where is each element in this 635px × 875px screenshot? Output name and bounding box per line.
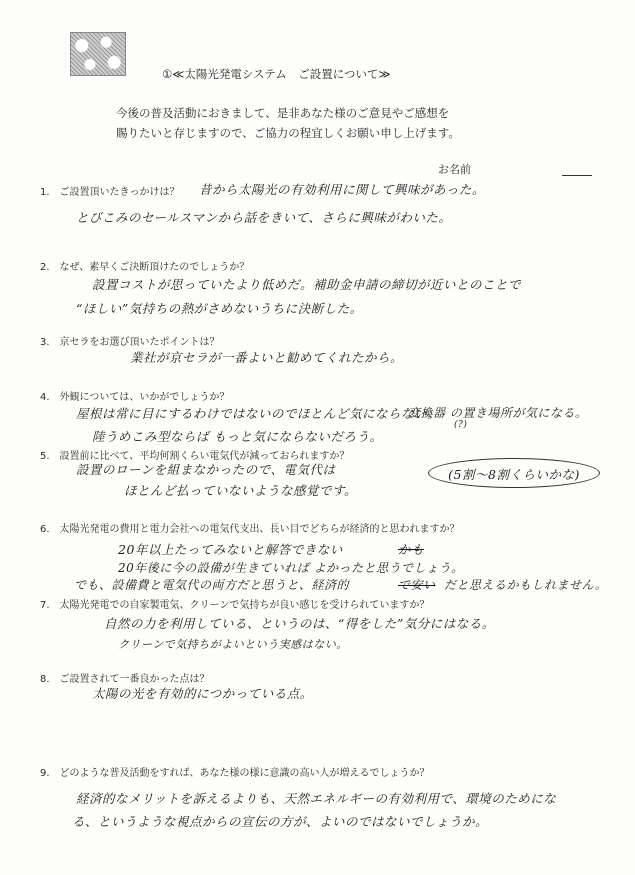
answer-4-line-2: 陸うめこみ型ならば もっと気にならないだろう。 [92,429,383,444]
answer-9-line-1: 経済的なメリットを訴えるよりも、天然エネルギーの有効利用で、環境のためにな [76,791,557,806]
answer-6-line-4: だと思えるかもしれません。 [444,578,608,592]
answer-1-line-1: 昔から太陽光の有効利用に関して興味があった。 [199,182,485,197]
question-3: 3. 京セラをお選び頂いたポイントは？ [40,337,220,348]
answer-5-line-2: ほとんど払っていないような感覚です。 [124,483,358,498]
question-2: 2. なぜ、素早くご決断頂けたのでしょうか？ [40,262,250,273]
answer-1-line-2: とびこみのセールスマンから話をきいて、さらに興味がわいた。 [76,210,452,225]
name-label: お名前 [438,163,471,176]
answer-4-line-1: 屋根は常に目にするわけではないのでほとんど気にならない。 [76,406,441,421]
question-7: 7. 太陽光発電での自家製電気、クリーンで気持ちが良い感じを受けられていますか？ [40,600,430,611]
page-title: ①≪太陽光発電システム ご設置について≫ [162,67,391,81]
question-8: 8. ご設置されて一番良かった点は？ [40,674,210,685]
question-5: 5. 設置前に比べて、平均何割くらい電気代が減っておられますか？ [40,451,350,462]
name-field-line [562,175,592,176]
answer-2-line-2: “ほしい”気持ちの熱がさめないうちに決断した。 [76,301,363,316]
intro-line-2: 賜りたいと存じますので、ご協力の程宜しくお願い申し上げます。 [116,126,460,140]
answer-7-line-2: クリーンで気持ちがよいという実感はない。 [118,638,348,651]
answer-6-struck-2: で安い [398,578,436,592]
answer-5-oval [428,458,600,488]
answer-6-line-3: でも、設備費と電気代の両方だと思うと、経済的 [74,578,350,592]
answer-4-side: 変換器 の置き場所が気になる。 [408,406,588,420]
answer-6-struck-1: かも [398,542,425,557]
answer-5-line-1: 設置のローンを組まなかったので、電気代は [76,462,336,477]
answer-2-line-1: 設置コストが思っていたより低めだ。補助金申請の締切が近いとのことで [92,277,522,292]
question-6: 6. 太陽光発電の費用と電力会社への電気代支出、長い目でどちらが経済的と思われますか？ [40,524,460,535]
intro-line-1: 今後の普及活動におきまして、是非あなた様のご意見やご感想を [116,106,450,120]
answer-9-line-2: る、というような視点からの宣伝の方が、よいのではないでしょうか。 [72,814,489,829]
answer-6-line-1: 20年以上たってみないと解答できない [118,542,343,557]
question-9: 9. どのような普及活動をすれば、あなた様の様に意識の高い人が増えるでしょうか？ [40,768,430,779]
question-4: 4. 外観については、いかがでしょうか？ [40,392,230,403]
answer-5-oval-text: (5割～8割くらいかな) [448,467,580,482]
answer-3: 業社が京セラが一番よいと勧めてくれたから。 [130,350,404,365]
answer-4-side-mark: (?) [454,420,468,430]
answer-8: 太陽の光を有効的につかっている点。 [92,686,313,701]
answer-7-line-1: 自然の力を利用している、というのは、“得をした”気分にはなる。 [104,616,495,631]
answer-6-line-2: 20年後に今の設備が生きていれば よかったと思うでしょう。 [118,561,464,575]
question-1: 1. ご設置頂いたきっかけは？ [40,187,180,198]
solar-panel-logo [70,32,126,76]
